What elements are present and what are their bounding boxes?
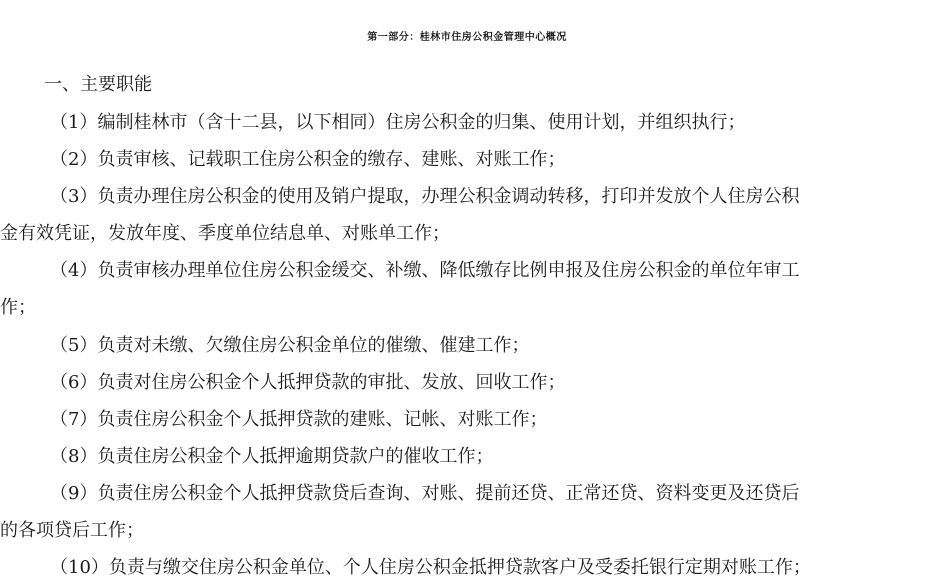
list-item: （2）负责审核、记载职工住房公积金的缴存、建账、对账工作； [50, 149, 566, 170]
list-item: （8）负责住房公积金个人抵押逾期贷款户的催收工作； [50, 446, 494, 467]
list-item: （7）负责住房公积金个人抵押贷款的建账、记帐、对账工作； [50, 409, 548, 430]
list-item-continuation: 作； [0, 297, 36, 318]
list-item: （1）编制桂林市（含十二县，以下相同）住房公积金的归集、使用计划，并组织执行； [50, 112, 746, 133]
list-item: （9）负责住房公积金个人抵押贷款贷后查询、对账、提前还贷、正常还贷、资料变更及还贷后 [50, 483, 800, 504]
list-item: （6）负责对住房公积金个人抵押贷款的审批、发放、回收工作； [50, 372, 566, 393]
section-heading: 一、主要职能 [44, 74, 152, 95]
list-item: （5）负责对未缴、欠缴住房公积金单位的催缴、催建工作； [50, 335, 530, 356]
list-item-continuation: 的各项贷后工作； [0, 520, 144, 541]
page-title: 第一部分：桂林市住房公积金管理中心概况 [367, 32, 567, 43]
list-item-continuation: 金有效凭证，发放年度、季度单位结息单、对账单工作； [0, 223, 450, 244]
list-item: （4）负责审核办理单位住房公积金缓交、补缴、降低缴存比例申报及住房公积金的单位年审工 [50, 260, 800, 281]
list-item: （10）负责与缴交住房公积金单位、个人住房公积金抵押贷款客户及受委托银行定期对账工作； [50, 557, 811, 578]
list-item: （3）负责办理住房公积金的使用及销户提取，办理公积金调动转移，打印并发放个人住房公积 [50, 186, 800, 207]
